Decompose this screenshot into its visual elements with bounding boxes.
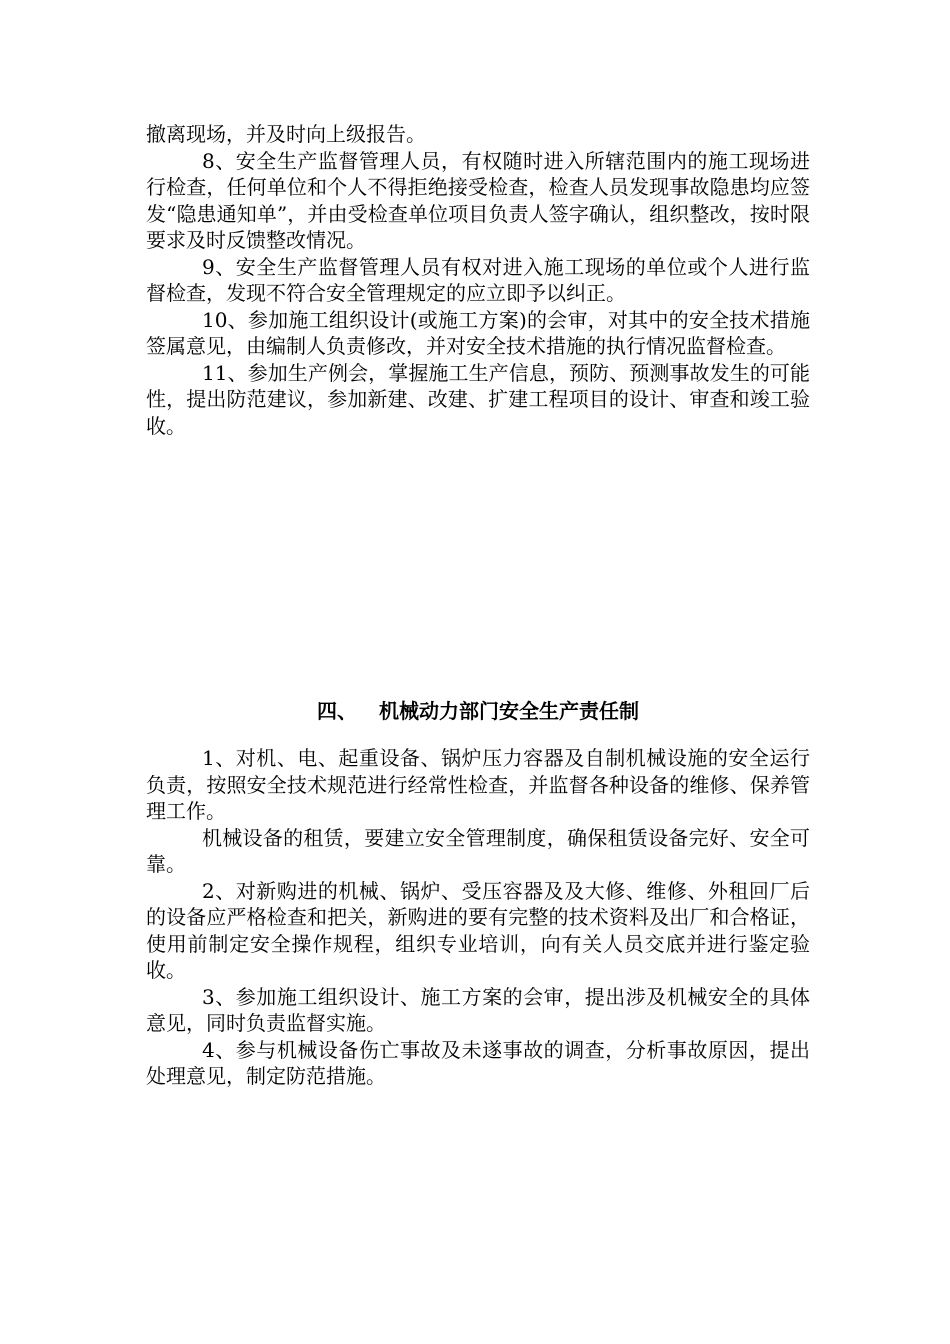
top-text-block [146,121,810,439]
paragraph-item-1: 1、对机、电、起重设备、锅炉压力容器及自制机械设施的安全运行负责，按照安全技术规范进行经常性检查，并监督各种设备的维修、保养管理工作。 [146,746,810,823]
paragraph-item-11: 11、参加生产例会，掌握施工生产信息，预防、预测事故发生的可能性，提出防范建议，参加新建、改建、扩建工程项目的设计、审查和竣工验收。 [146,360,810,438]
section-number: 四、 [317,699,357,723]
section-heading [146,697,810,725]
paragraph-item-8: 8、安全生产监督管理人员，有权随时进入所辖范围内的施工现场进行检查，任何单位和个人不得拒绝接受检查，检查人员发现事故隐患均应签发“隐患通知单”，并由受检查单位项目负责人签字确认，组织整改，按时限要求及时反馈整改情况。 [146,148,810,252]
paragraph-item-10: 10、参加施工组织设计(或施工方案)的会审，对其中的安全技术措施签属意见，由编制人负责修改，并对安全技术措施的执行情况监督检查。 [146,307,810,358]
paragraph-leasing: 机械设备的租赁，要建立安全管理制度，确保租赁设备完好、安全可靠。 [146,825,810,876]
bottom-text-block [146,745,810,1090]
paragraph-continuation: 撤离现场，并及时向上级报告。 [146,122,426,146]
paragraph-item-4: 4、参与机械设备伤亡事故及未遂事故的调查，分析事故原因，提出处理意见，制定防范措施。 [146,1037,810,1088]
paragraph-item-9: 9、安全生产监督管理人员有权对进入施工现场的单位或个人进行监督检查，发现不符合安全管理规定的应立即予以纠正。 [146,254,810,305]
section-title-text: 机械动力部门安全生产责任制 [379,699,639,723]
paragraph-item-3: 3、参加施工组织设计、施工方案的会审，提出涉及机械安全的具体意见，同时负责监督实施。 [146,984,810,1035]
paragraph-item-2: 2、对新购进的机械、锅炉、受压容器及及大修、维修、外租回厂后的设备应严格检查和把关，新购进的要有完整的技术资料及出厂和合格证，使用前制定安全操作规程，组织专业培训，向有关人员交底并进行鉴定验收。 [146,878,810,982]
